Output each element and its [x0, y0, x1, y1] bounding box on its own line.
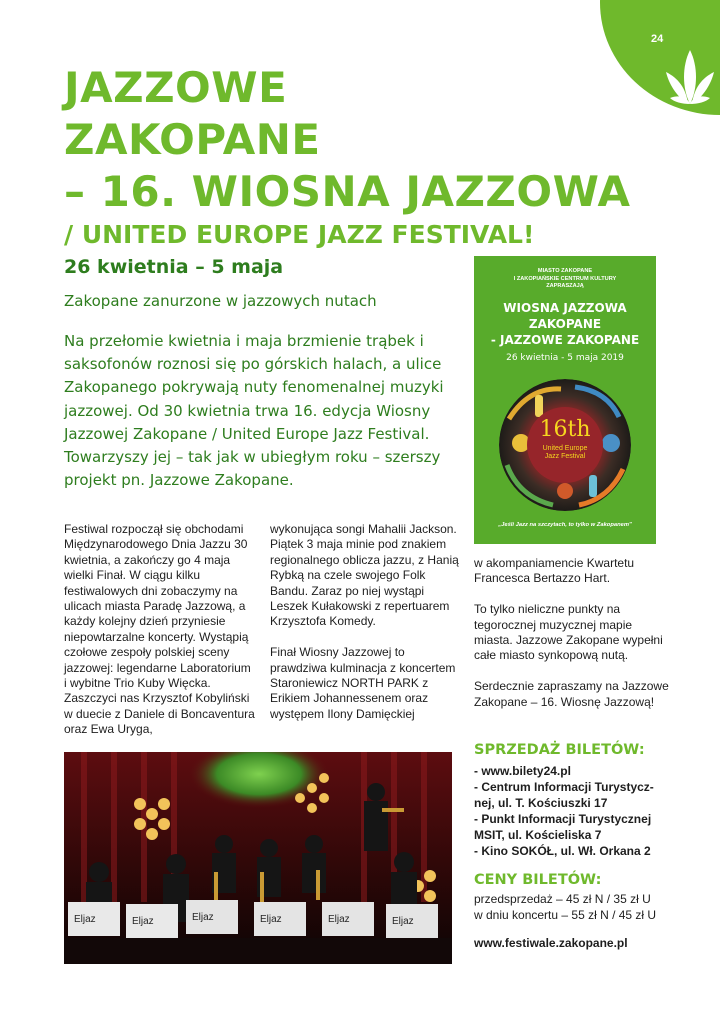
- title-line-4: / UNITED EUROPE JAZZ FESTIVAL!: [64, 220, 535, 249]
- title-line-1: JAZZOWE: [64, 63, 288, 112]
- lead-paragraph: Na przełomie kwietnia i maja brzmienie trąbek i saksofonów roznosi się po górskich halach, a ulice Zakopanego pokrywają nuty fenomenalnej muzyki jazzowej. Od 30 kwietnia trwa 16. edycja Wiosny Jazzowej Zakopane / United Europe Jazz Festival. Towarzyszy jej – tak jak w ubiegłym roku – szerszy projekt pn. Jazzowe Zakopane.: [64, 332, 444, 490]
- poster-date: 26 kwietnia - 5 maja 2019: [506, 353, 624, 363]
- music-stand-label: Eljaz: [74, 914, 96, 925]
- page-number: 24: [651, 33, 664, 45]
- body-paragraph: wykonująca songi Mahalii Jackson. Piątek 3 maja minie pod znakiem regionalnego oblicza jazzu, z Hanią Rybką na czele swojego Folk Bandu. Zaraz po niej wystąpi Leszek Kułakowski z repertuarem Krzysztofa Komedy.: [270, 522, 459, 629]
- poster-org-line: ZAPRASZAJĄ: [546, 283, 584, 290]
- poster-organizers: [474, 268, 656, 291]
- ticket-sales-item: nej, ul. T. Kościuszki 17: [474, 796, 608, 810]
- festival-dates: 26 kwietnia – 5 maja: [64, 256, 284, 278]
- poster-title-line: - JAZZOWE ZAKOPANE: [490, 333, 640, 347]
- leaf-logo-icon: [666, 48, 714, 106]
- poster-title-line: WIOSNA JAZZOWA: [503, 301, 627, 315]
- body-paragraph: Finał Wiosny Jazzowej to prawdziwa kulminacja z koncertem Staroniewicz NORTH PARK z Erikiem Johannessenem oraz występem Ilony Damięckiej: [270, 645, 456, 721]
- poster-quote: „Jeśli Jazz na szczytach, to tylko w Zakopanem": [498, 522, 632, 528]
- poster-festival-name: [519, 445, 611, 461]
- ticket-sales-list: [474, 763, 674, 859]
- title-line-2: ZAKOPANE: [64, 115, 321, 164]
- ticket-sales-item: MSIT, ul. Kościeliska 7: [474, 828, 602, 842]
- ticket-sales-item: - Centrum Informacji Turystycz-: [474, 780, 654, 794]
- poster-edition-number: 16th: [539, 417, 591, 442]
- title-line-3: – 16. WIOSNA JAZZOWA: [64, 167, 631, 216]
- music-stand-label: Eljaz: [328, 914, 350, 925]
- body-column-3: [474, 556, 674, 725]
- music-stand-label: Eljaz: [132, 916, 154, 927]
- music-stand-label: Eljaz: [260, 914, 282, 925]
- website-link[interactable]: www.festiwale.zakopane.pl: [474, 936, 628, 950]
- poster-badge-line: Jazz Festival: [544, 453, 586, 460]
- concert-photo: [64, 752, 452, 964]
- poster-badge-line: United Europe: [542, 445, 588, 452]
- poster-title-line: ZAKOPANE: [528, 317, 602, 331]
- music-stand-label: Eljaz: [392, 916, 414, 927]
- ticket-sales-item: - www.bilety24.pl: [474, 764, 571, 778]
- body-paragraph: w akompaniamencie Kwartetu Francesca Bertazzo Hart.: [474, 556, 635, 586]
- ticket-sales-item: - Kino SOKÓŁ, ul. Wł. Orkana 2: [474, 844, 651, 858]
- ticket-prices-heading: CENY BILETÓW:: [474, 872, 602, 888]
- ticket-sales-item: - Punkt Informacji Turystycznej: [474, 812, 652, 826]
- music-stand-label: Eljaz: [192, 912, 214, 923]
- poster-org-line: I ZAKOPIAŃSKIE CENTRUM KULTURY: [513, 275, 617, 282]
- lead-subtitle: Zakopane zanurzone w jazzowych nutach: [64, 292, 377, 310]
- body-paragraph: Festiwal rozpoczął się obchodami Międzynarodowego Dnia Jazzu 30 kwietnia, a zakończy go 4 maja wielki Finał. W ciągu kilku festiwalowych dni zobaczymy na ulicach miasta Paradę Jazzową, a każdy kolejny dzień przyniesie niepowtarzalne koncerty. Wystąpią czołowe zespoły polskiej sceny jazzowej: legendarne Laboratorium i wybitne Trio Kuby Więcka. Zaszczyci nas Krzysztof Kobyliński w duecie z Daniele di Boncaventura oraz Ewa Uryga,: [64, 522, 255, 737]
- article-title: [64, 62, 664, 251]
- poster-instrument-circle: [499, 379, 631, 511]
- body-column-1: [64, 522, 256, 753]
- festival-poster: [474, 256, 656, 544]
- poster-org-line: MIASTO ZAKOPANE: [537, 268, 593, 274]
- body-paragraph: To tylko nieliczne punkty na tegorocznej muzycznej mapie miasta. Jazzowe Zakopane wypełni całe miasto synkopową nutą.: [474, 602, 663, 663]
- big-band-stage-image: [64, 752, 452, 964]
- price-presale: przedsprzedaż – 45 zł N / 35 zł U: [474, 892, 651, 906]
- ticket-sales-heading: SPRZEDAŻ BILETÓW:: [474, 742, 645, 758]
- body-paragraph: Serdecznie zapraszamy na Jazzowe Zakopane – 16. Wiosnę Jazzową!: [474, 679, 669, 709]
- poster-title: [474, 300, 656, 348]
- body-column-2: [270, 522, 460, 738]
- ticket-prices-list: [474, 891, 684, 923]
- price-on-day: w dniu koncertu – 55 zł N / 45 zł U: [474, 908, 657, 922]
